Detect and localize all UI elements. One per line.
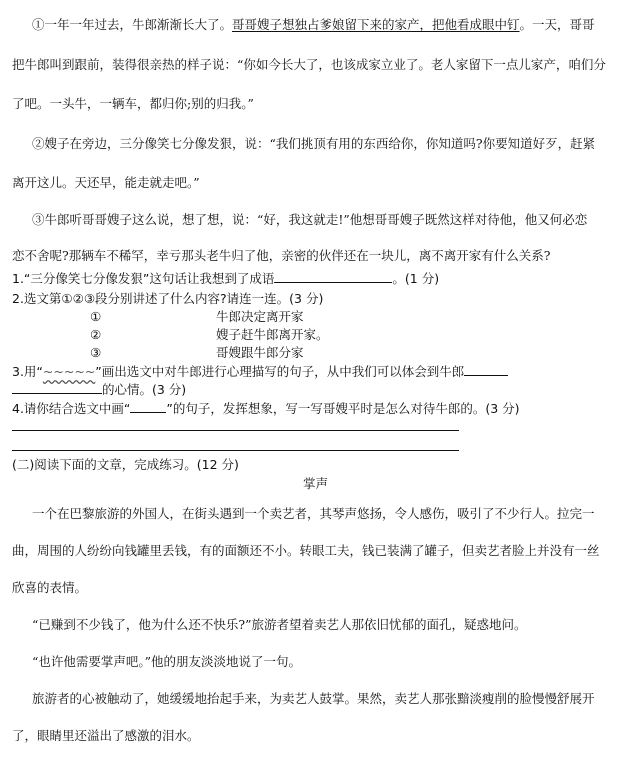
q2-option-2[interactable]: 嫂子赶牛郎离开家。	[216, 327, 329, 342]
question-3-line2	[12, 381, 186, 398]
question-4-start: 4.请你结合选文中画“	[12, 401, 131, 416]
s2-p2: “已赚到不少钱了，他为什么还不快乐?”旅游者望着卖艺人那依旧忧郁的面孔，疑惑地问。	[32, 617, 527, 632]
q2-option-3[interactable]: 哥嫂跟牛郎分家	[216, 345, 304, 360]
wavy-underline-sample: ~~~~~	[42, 364, 96, 379]
p1-line2: 把牛郎叫到跟前，装得很亲热的样子说：“你如今长大了，也该成家立业了。老人家留下一点儿家产，咱们分	[12, 57, 606, 72]
s2-p1-line2: 曲，周围的人纷纷向钱罐里丢钱，有的面额还不小。转眼工夫，钱已装满了罐子，但卖艺者脸上并没有一丝	[12, 543, 600, 558]
question-3-start: 3.用“	[12, 364, 43, 379]
p1-line1-start: ①一年一年过去，牛郎渐渐长大了。	[32, 17, 233, 32]
question-2: 2.选文第①②③段分别讲述了什么内容?请连一连。(3 分)	[12, 291, 324, 306]
p2-line1: ②嫂子在旁边，三分像笑七分像发狠，说：“我们挑顶有用的东西给你，你知道吗?你要知道好歹，赶紧	[32, 136, 596, 151]
p1-line3: 了吧。一头牛，一辆车，都归你;别的归我。”	[12, 96, 254, 111]
q2-mark-1: ①	[90, 309, 102, 324]
question-3	[12, 363, 508, 380]
question-4-underline-sample	[130, 400, 166, 413]
answer-line-1[interactable]	[12, 430, 459, 431]
question-1	[12, 270, 439, 287]
question-1-text: 1.“三分像笑七分像发狠”这句话让我想到了成语	[12, 271, 275, 286]
p1-underlined-sentence: 哥哥嫂子想独占爹娘留下来的家产，把他看成眼中钉	[232, 17, 520, 32]
question-3-mid: ”画出选文中对牛郎进行心理描写的句子，从中我们可以体会到牛郎	[95, 364, 465, 379]
s2-p4-line1: 旅游者的心被触动了，她缓缓地抬起手来，为卖艺人鼓掌。果然，卖艺人那张黯淡瘦削的脸慢慢舒展开	[32, 691, 595, 706]
q2-mark-2: ②	[90, 327, 102, 342]
p3-line1: ③牛郎听哥哥嫂子这么说，想了想，说：“好，我这就走!”他想哥哥嫂子既然这样对待他，他又何必恋	[32, 212, 588, 227]
q2-option-1[interactable]: 牛郎决定离开家	[216, 309, 304, 324]
question-3-tail: 的心情。(3 分)	[102, 382, 187, 397]
s2-p1-line3: 欣喜的表情。	[12, 580, 88, 595]
question-3-answer-blank[interactable]	[464, 363, 508, 376]
question-3-answer-blank-2[interactable]	[12, 381, 102, 394]
question-1-tail: 。(1 分)	[392, 271, 440, 286]
p3-line2: 恋不舍呢?那辆车不稀罕，幸亏那头老牛归了他，亲密的伙伴还在一块儿，离不离开家有什么关系?	[12, 248, 551, 263]
question-1-answer-blank[interactable]	[274, 270, 392, 283]
s2-p4-line2: 了，眼睛里还溢出了感激的泪水。	[12, 728, 200, 743]
answer-line-2[interactable]	[12, 450, 459, 451]
section-2-heading: (二)阅读下面的文章，完成练习。(12 分)	[12, 457, 239, 472]
s2-p3: “也许他需要掌声吧。”他的朋友淡淡地说了一句。	[32, 654, 302, 669]
article-title: 掌声	[302, 476, 328, 491]
p2-line2: 离开这儿。天还早，能走就走吧。”	[12, 175, 200, 190]
question-4-mid: ”的句子，发挥想象，写一写哥嫂平时是怎么对待牛郎的。(3 分)	[166, 401, 520, 416]
p1-line1	[32, 17, 595, 33]
s2-p1-line1: 一个在巴黎旅游的外国人，在街头遇到一个卖艺者，其琴声悠扬，令人感伤，吸引了不少行人。拉完一	[32, 506, 595, 521]
q2-mark-3: ③	[90, 345, 102, 360]
p1-line1-end: 。一天，哥哥	[519, 17, 595, 32]
question-4	[12, 400, 520, 417]
